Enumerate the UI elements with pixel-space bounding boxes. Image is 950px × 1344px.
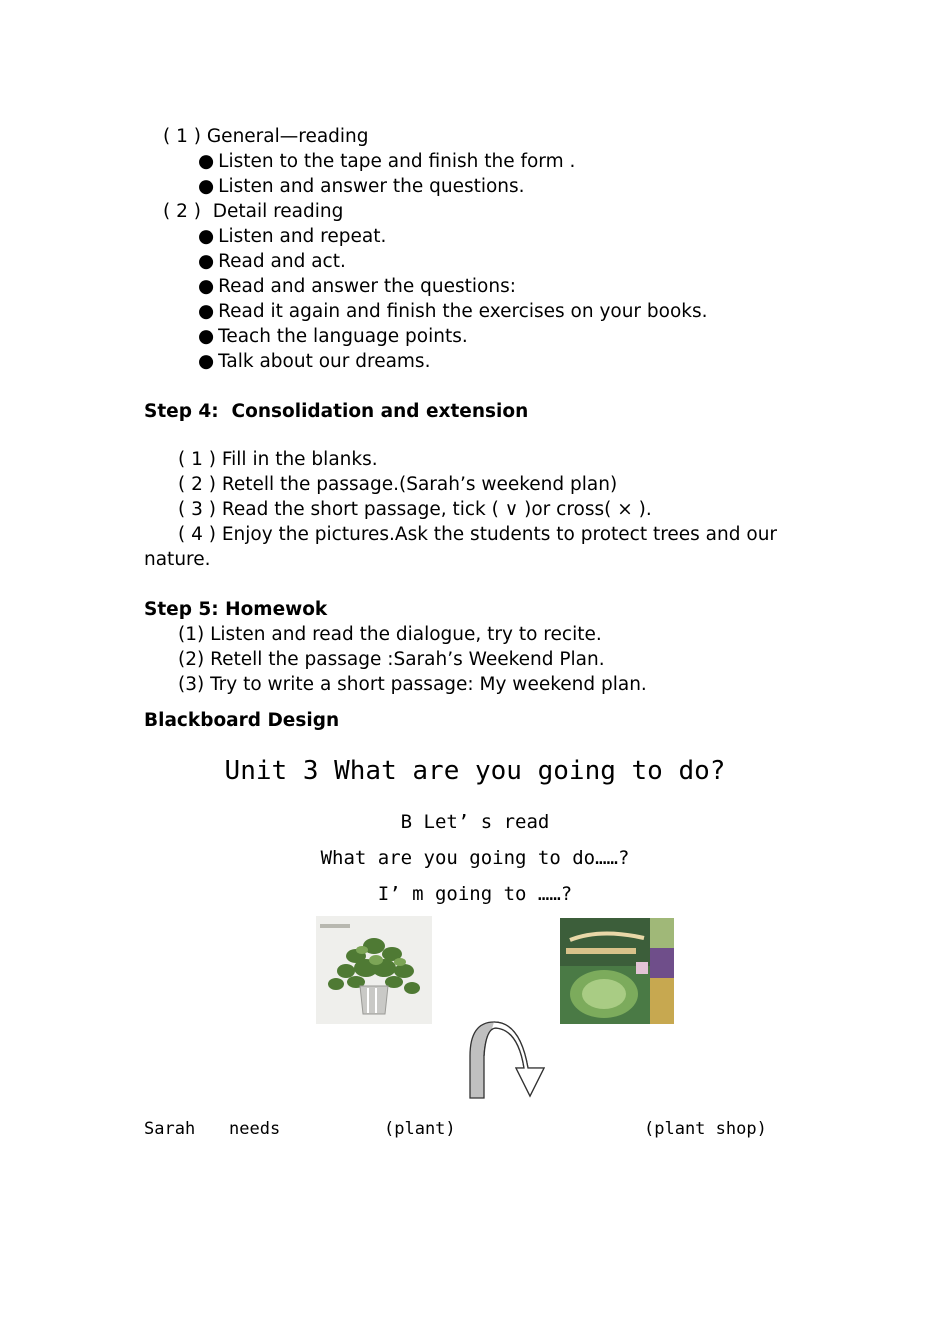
list-item-text: Read it again and finish the exercises on your books. (218, 301, 708, 322)
bullet-icon: ● (198, 251, 215, 272)
bullet-icon: ● (198, 226, 215, 247)
list-item-text: Teach the language points. (218, 326, 468, 347)
detail-reading-label: ( 2 ) Detail reading (163, 201, 344, 222)
list-item (198, 274, 516, 299)
list-item (198, 249, 346, 274)
label-sarah: Sarah (144, 1119, 196, 1139)
blackboard-heading: Blackboard Design (144, 710, 340, 731)
list-item-text: Read and act. (218, 251, 346, 272)
list-item: ( 4 ) Enjoy the pictures.Ask the students to protect trees and our (178, 524, 778, 545)
list-item-text: Listen and repeat. (218, 226, 387, 247)
blackboard-subtitle: B Let’ s read (400, 811, 550, 833)
list-item: (3) Try to write a short passage: My weekend plan. (178, 674, 647, 695)
book-cover-illustration (560, 918, 674, 1024)
step5-heading: Step 5: Homewok (144, 599, 328, 620)
list-item-text: Read and answer the questions: (218, 276, 516, 297)
plant-book-image (560, 918, 674, 1024)
list-item (198, 174, 525, 199)
list-item-text: Talk about our dreams. (218, 351, 431, 372)
bullet-icon: ● (198, 326, 215, 347)
list-item-continuation: nature. (144, 549, 211, 570)
list-item: ( 2 ) Retell the passage.(Sarah’s weekend plan) (178, 474, 618, 495)
bullet-icon: ● (198, 276, 215, 297)
list-item: (1) Listen and read the dialogue, try to recite. (178, 624, 602, 645)
blackboard-title: Unit 3 What are you going to do? (224, 756, 726, 786)
list-item (198, 299, 708, 324)
blackboard-question: What are you going to do……? (320, 847, 630, 869)
step4-heading: Step 4: Consolidation and extension (144, 401, 529, 422)
list-item (198, 224, 386, 249)
label-needs: needs (229, 1119, 281, 1139)
list-item: (2) Retell the passage :Sarah’s Weekend Plan. (178, 649, 605, 670)
blackboard-answer: I’ m going to ……? (377, 883, 573, 905)
curved-arrow-icon (466, 1020, 550, 1102)
bullet-icon: ● (198, 151, 215, 172)
list-item (198, 349, 430, 374)
list-item (198, 324, 468, 349)
general-reading-label: ( 1 ) General—reading (163, 126, 369, 147)
bullet-icon: ● (198, 176, 215, 197)
bullet-icon: ● (198, 301, 215, 322)
label-plant: (plant) (384, 1119, 456, 1139)
list-item: ( 3 ) Read the short passage, tick ( ∨ )or cross( × ). (178, 499, 652, 520)
list-item-text: Listen and answer the questions. (218, 176, 525, 197)
list-item (198, 149, 575, 174)
plant-illustration (316, 916, 432, 1024)
label-plant-shop: (plant shop) (644, 1119, 767, 1139)
list-item-text: Listen to the tape and finish the form . (218, 151, 576, 172)
potted-plant-image (316, 916, 432, 1024)
list-item: ( 1 ) Fill in the blanks. (178, 449, 378, 470)
bullet-icon: ● (198, 351, 215, 372)
